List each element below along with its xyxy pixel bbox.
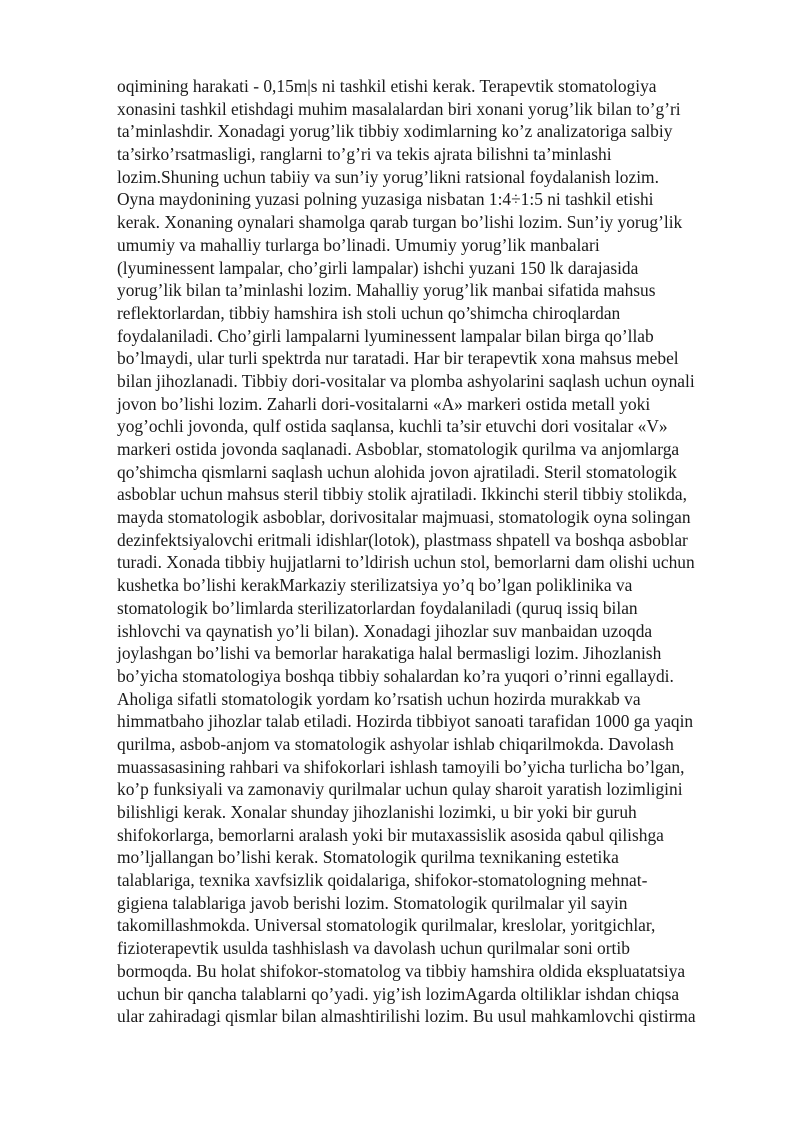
text-line: ishlovchi va qaynatish yo’li bilan). Xonadagi jihozlar suv manbaidan uzoqda — [117, 620, 653, 641]
text-line: qo’shimcha qismlarni saqlash uchun alohida jovon ajratiladi. Steril stomatologik — [117, 461, 677, 482]
text-line: ta’sirko’rsatmasligi, ranglarni to’g’ri va tekis ajrata bilishni ta’minlashi — [117, 144, 612, 165]
text-line: fizioterapevtik usulda tashhislash va davolash uchun qurilmalar soni ortib — [117, 938, 630, 959]
text-line: Aholiga sifatli stomatologik yordam ko’rsatish uchun hozirda murakkab va — [117, 688, 641, 709]
text-line: ko’p funksiyali va zamonaviy qurilmalar uchun qulay sharoit yaratish lozimligini — [117, 779, 683, 800]
text-line: turadi. Xonada tibbiy hujjatlarni to’ldirish uchun stol, bemorlarni dam olishi uchun — [117, 552, 695, 573]
text-line: himmatbaho jihozlar talab etiladi. Hozirda tibbiyot sanoati tarafidan 1000 ga yaqin — [117, 711, 694, 732]
text-line: lozim.Shuning uchun tabiiy va sun’iy yorug’likni ratsional foydalanish lozim. — [117, 166, 659, 187]
text-line: takomillashmokda. Universal stomatologik qurilmalar, kreslolar, yoritgichlar, — [117, 915, 656, 936]
text-line: Oyna maydonining yuzasi polning yuzasiga nisbatan 1:4÷1:5 ni tashkil etishi — [117, 189, 654, 210]
text-line: yorug’lik bilan ta’minlashi lozim. Mahalliy yorug’lik manbai sifatida mahsus — [117, 280, 656, 301]
text-line: reflektorlardan, tibbiy hamshira ish stoli uchun qo’shimcha chiroqlardan — [117, 302, 621, 323]
text-line: bo’yicha stomatologiya boshqa tibbiy sohalardan ko’ra yuqori o’rinni egallaydi. — [117, 665, 674, 686]
text-line: uchun bir qancha talablarni qo’yadi. yig’ish lozimAgarda oltiliklar ishdan chiqsa — [117, 983, 680, 1004]
text-line: bormoqda. Bu holat shifokor-stomatolog va tibbiy hamshira oldida ekspluatatsiya — [117, 960, 686, 981]
document-page — [117, 75, 741, 1028]
text-line: gigiena talablariga javob berishi lozim. Stomatologik qurilmalar yil sayin — [117, 892, 628, 913]
text-line: markeri ostida jovonda saqlanadi. Asboblar, stomatologik qurilma va anjomlarga — [117, 439, 680, 459]
text-line: qurilma, asbob-anjom va stomatologik ashyolar ishlab chiqarilmokda. Davolash — [117, 733, 674, 754]
text-line: kerak. Xonaning oynalari shamolga qarab turgan bo’lishi lozim. Sun’iy yorug’lik — [117, 212, 683, 233]
text-line: muassasasining rahbari va shifokorlari ishlash tamoyili bo’yicha turlicha bo’lgan, — [117, 756, 685, 777]
text-line: asboblar uchun mahsus steril tibbiy stolik ajratiladi. Ikkinchi steril tibbiy stolikda, — [117, 484, 687, 505]
text-line: jovon bo’lishi lozim. Zaharli dori-vositalarni «A» markeri ostida metall yoki — [117, 393, 651, 414]
text-line: talablariga, texnika xavfsizlik qoidalariga, shifokor-stomatologning mehnat- — [117, 870, 648, 891]
text-line: ular zahiradagi qismlar bilan almashtirilishi lozim. Bu usul mahkamlovchi qistirma — [117, 1006, 696, 1027]
text-line: ta’minlashdir. Xonadagi yorug’lik tibbiy xodimlarning ko’z analizatoriga salbiy — [117, 121, 673, 142]
text-line: mo’ljallangan bo’lishi kerak. Stomatologik qurilma texnikaning estetika — [117, 847, 619, 868]
text-line: mayda stomatologik asboblar, dorivositalar majmuasi, stomatologik oyna solingan — [117, 507, 691, 528]
text-line: umumiy va mahalliy turlarga bo’linadi. Umumiy yorug’lik manbalari — [117, 234, 600, 255]
text-line: shifokorlarga, bemorlarni aralash yoki bir mutaxassislik asosida qabul qilishga — [117, 824, 664, 845]
text-line: bilan jihozlanadi. Tibbiy dori-vositalar va plomba ashyolarini saqlash uchun oynali — [117, 370, 695, 391]
text-line: xonasini tashkil etishdagi muhim masalalardan biri xonani yorug’lik bilan to’g’ri — [117, 98, 681, 119]
text-line: dezinfektsiyalovchi eritmali idishlar(lotok), plastmass shpatell va boshqa asboblar — [117, 529, 688, 550]
text-line: stomatologik bo’limlarda sterilizatorlardan foydalaniladi (quruq issiq bilan — [117, 597, 638, 618]
text-line: joylashgan bo’lishi va bemorlar harakatiga halal bermasligi lozim. Jihozlanish — [117, 643, 662, 664]
text-line: kushetka bo’lishi kerakMarkaziy sterilizatsiya yo’q bo’lgan poliklinika va — [117, 575, 633, 596]
text-line: oqimining harakati - 0,15m|s ni tashkil etishi kerak. Terapevtik stomatologiya — [117, 76, 657, 96]
text-line: bilishligi kerak. Xonalar shunday jihozlanishi lozimki, u bir yoki bir guruh — [117, 802, 637, 822]
text-line: (lyuminessent lampalar, cho’girli lampalar) ishchi yuzani 150 lk darajasida — [117, 257, 639, 278]
text-line: bo’lmaydi, ular turli spektrda nur taratadi. Har bir terapevtik xona mahsus mebel — [117, 348, 679, 369]
text-line: foydalaniladi. Cho’girli lampalarni lyuminessent lampalar bilan birga qo’llab — [117, 325, 654, 346]
text-line: yog’ochli jovonda, qulf ostida saqlansa, kuchli ta’sir etuvchi dori vositalar «V» — [117, 416, 668, 437]
